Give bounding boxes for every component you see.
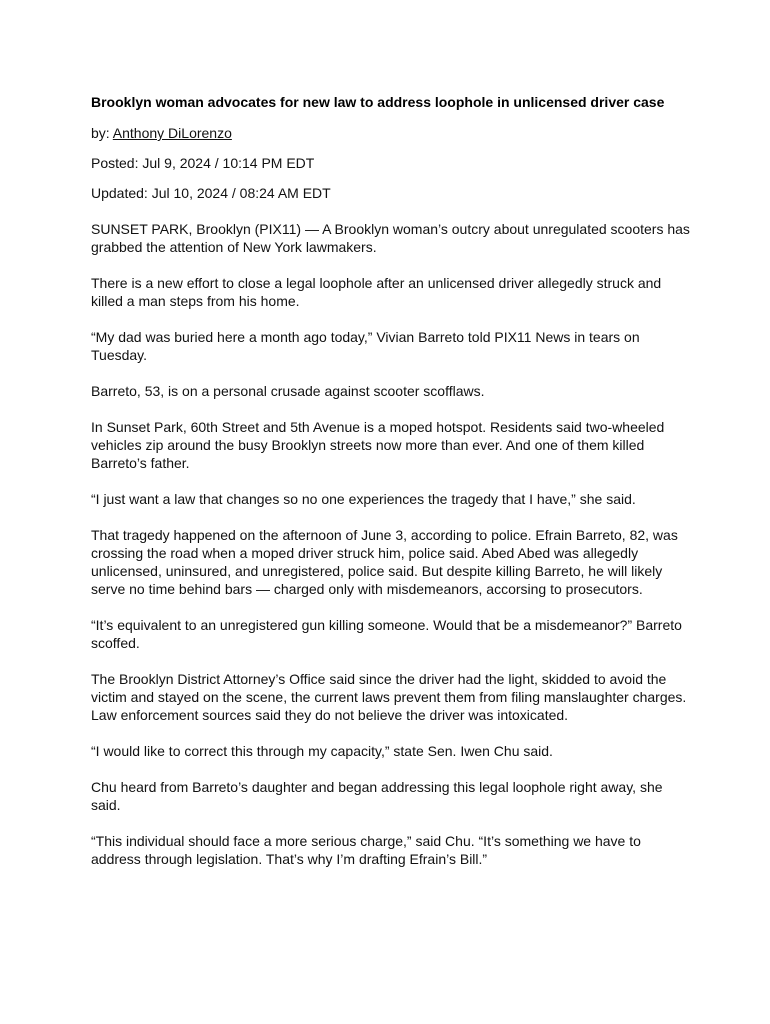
byline-prefix: by: [91, 125, 113, 141]
article-paragraph: In Sunset Park, 60th Street and 5th Avenue is a moped hotspot. Residents said two-wheeled vehicles zip around the busy Brooklyn streets now more than ever. And one of them killed Barreto’s father. [91, 419, 665, 471]
article-paragraph: Barreto, 53, is on a personal crusade against scooter scofflaws. [91, 383, 485, 399]
article-paragraph: There is a new effort to close a legal loophole after an unlicensed driver allegedly struck and killed a man steps from his home. [91, 275, 662, 309]
posted-date: Posted: Jul 9, 2024 / 10:14 PM EDT [91, 155, 315, 171]
article-paragraph: “This individual should face a more serious charge,” said Chu. “It’s something we have to address through legislation. That’s why I’m drafting Efrain’s Bill.” [91, 833, 641, 867]
article-title: Brooklyn woman advocates for new law to address loophole in unlicensed driver case [91, 94, 665, 110]
article-paragraph: That tragedy happened on the afternoon of June 3, according to police. Efrain Barreto, 82, was crossing the road when a moped driver struck him, police said. Abed Abed was allegedly unlicensed, uninsured, and unregistered, police said. But despite killing Barreto, he will likely serve no time behind bars — charged only with misdemeanors, accorsing to prosecutors. [91, 527, 678, 597]
article-paragraph: The Brooklyn District Attorney’s Office said since the driver had the light, skidded to avoid the victim and stayed on the scene, the current laws prevent them from filing manslaughter charges. Law enforcement sources said they do not believe the driver was intoxicated. [91, 671, 687, 723]
article-paragraph: “My dad was buried here a month ago today,” Vivian Barreto told PIX11 News in tears on Tuesday. [91, 329, 640, 363]
author-link[interactable]: Anthony DiLorenzo [112, 125, 232, 141]
byline [91, 124, 691, 142]
article-paragraph: “I would like to correct this through my capacity,” state Sen. Iwen Chu said. [91, 743, 553, 759]
article-paragraph: “I just want a law that changes so no one experiences the tragedy that I have,” she said. [91, 491, 636, 507]
updated-date: Updated: Jul 10, 2024 / 08:24 AM EDT [91, 185, 331, 201]
article-paragraph: Chu heard from Barreto’s daughter and began addressing this legal loophole right away, she said. [91, 779, 663, 813]
article-paragraph: SUNSET PARK, Brooklyn (PIX11) — A Brooklyn woman’s outcry about unregulated scooters has grabbed the attention of New York lawmakers. [91, 221, 690, 255]
article-page [91, 92, 691, 886]
article-paragraph: “It’s equivalent to an unregistered gun killing someone. Would that be a misdemeanor?” Barreto scoffed. [91, 617, 682, 651]
